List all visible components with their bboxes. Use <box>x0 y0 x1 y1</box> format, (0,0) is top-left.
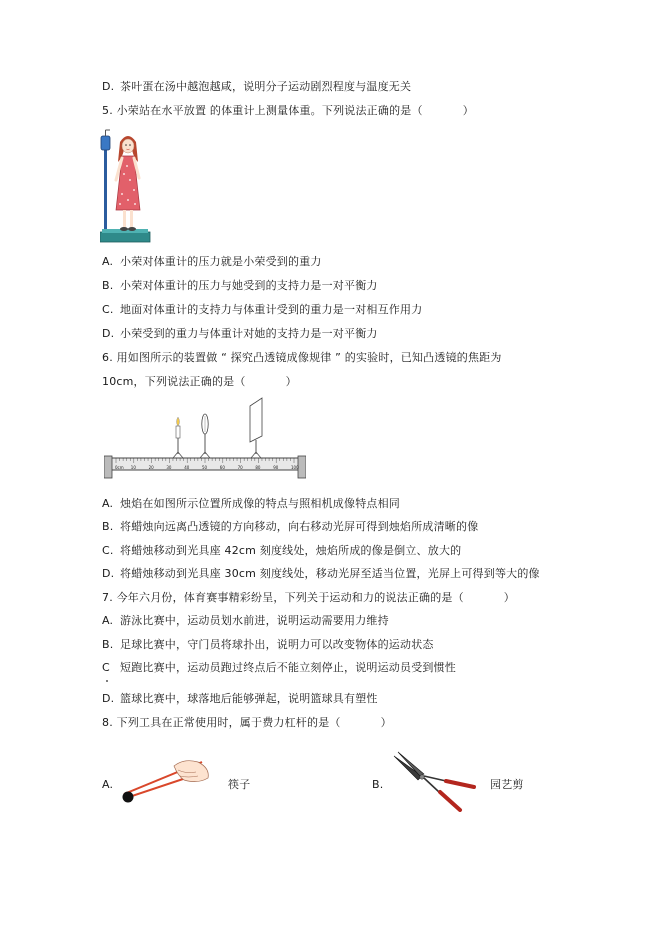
q6-option-a <box>102 497 400 511</box>
q8-stem <box>102 716 392 730</box>
option-letter: D. <box>102 80 115 93</box>
scale-post <box>104 148 107 234</box>
option-letter: B. <box>102 520 114 533</box>
ruler-label: 80 <box>255 465 261 470</box>
q5-option-a <box>102 255 322 269</box>
q7-option-d <box>102 692 378 706</box>
ruler-label: 30 <box>166 465 172 470</box>
stem-text: 10cm，下列说法正确的是（ <box>102 375 246 388</box>
scale-girl-figure <box>100 128 152 246</box>
option-text: 将蜡烛向远离凸透镜的方向移动，向右移动光屏可得到烛焰所成清晰的像 <box>120 520 479 533</box>
candle-flame <box>177 417 180 426</box>
option-letter: A. <box>102 614 114 627</box>
shears-handle-lower <box>440 792 460 810</box>
stem-text: 8. 下列工具在正常使用时，属于费力杠杆的是（ <box>102 716 341 729</box>
shears-blade-upper <box>394 756 422 780</box>
ruler-label: 10 <box>130 465 136 470</box>
q8-option-a-label: 筷子 <box>228 778 251 791</box>
q8-option-a-letter: A. <box>102 778 114 791</box>
girl-face <box>122 139 134 153</box>
option-letter: A. <box>102 497 114 510</box>
option-letter: B. <box>102 638 114 651</box>
stem-paren-close: ） <box>503 591 515 604</box>
ruler-label: 100 <box>291 465 299 470</box>
q6-stem-line2 <box>102 375 297 389</box>
ruler-label: 20 <box>148 465 154 470</box>
option-text: 地面对体重计的支持力与体重计受到的重力是一对相互作用力 <box>120 303 423 316</box>
ruler-label: 40 <box>184 465 190 470</box>
stem-paren-close: ） <box>380 716 392 729</box>
q4-option-d <box>102 80 411 94</box>
optical-bench-figure <box>104 396 306 484</box>
option-letter: D. <box>102 327 115 340</box>
q7-option-a <box>102 614 389 628</box>
option-text: 游泳比赛中，运动员划水前进，说明运动需要用力维持 <box>120 614 389 627</box>
option-text: 短跑比赛中，运动员跑过终点后不能立刻停止，说明运动员受到惯性 <box>120 661 456 674</box>
option-text: 小荣受到的重力与体重计对她的支持力是一对平衡力 <box>120 327 378 340</box>
stem-text: 6. 用如图所示的装置做 “ 探究凸透镜成像规律 ” 的实验时，已知凸透镜的焦距为 <box>102 351 502 364</box>
q5-stem <box>102 104 474 118</box>
ruler-label: 50 <box>202 465 208 470</box>
option-text: 烛焰在如图所示位置所成像的特点与照相机成像特点相同 <box>120 497 400 510</box>
ruler-label-start: 0cm <box>115 465 124 470</box>
option-letter: B. <box>102 279 114 292</box>
garden-shears-figure <box>388 750 480 812</box>
q6-option-c <box>102 544 461 558</box>
q8-option-b-letter: B. <box>372 778 384 791</box>
q6-stem-line1 <box>102 351 502 365</box>
q5-option-b <box>102 279 378 293</box>
q5-option-d <box>102 327 378 341</box>
q5-option-c <box>102 303 422 317</box>
screen-panel <box>250 398 262 442</box>
q6-option-b <box>102 520 478 534</box>
chopsticks-figure <box>118 756 214 806</box>
candle <box>173 417 183 458</box>
option-letter: D. <box>102 692 115 705</box>
ruler-label: 70 <box>237 465 243 470</box>
stem-text: 5. 小荣站在水平放置 的体重计上测量体重。下列说法正确的是（ <box>102 104 423 117</box>
option-letter: A. <box>102 255 114 268</box>
shears-handle-upper <box>446 781 474 787</box>
q7-stem <box>102 591 515 605</box>
option-letter: C. <box>102 303 114 316</box>
scale-dial <box>101 136 110 150</box>
q7-option-c <box>102 661 456 675</box>
option-text: 篮球比赛中，球落地后能够弹起，说明篮球具有塑性 <box>120 692 378 705</box>
option-text: 足球比赛中，守门员将球扑出，说明力可以改变物体的运动状态 <box>120 638 434 651</box>
q6-option-d <box>102 567 540 581</box>
q7-option-b <box>102 638 434 652</box>
ruler-label: 90 <box>273 465 279 470</box>
option-text: 将蜡烛移动到光具座 30cm 刻度线处，移动光屏至适当位置，光屏上可得到等大的像 <box>120 567 540 580</box>
bench-end-left <box>104 456 112 478</box>
light-screen <box>250 398 262 458</box>
candle-body <box>176 426 180 438</box>
option-letter: C. <box>102 544 114 557</box>
q8-option-b-label: 园艺剪 <box>490 778 524 791</box>
held-food <box>123 792 134 803</box>
option-letter: C <box>102 661 110 674</box>
scale-platform <box>100 232 150 242</box>
bench-end-right <box>298 456 306 478</box>
convex-lens <box>200 414 210 458</box>
stray-dot <box>106 680 108 682</box>
option-letter: D. <box>102 567 115 580</box>
stem-paren-close: ） <box>285 375 297 388</box>
option-text: 茶叶蛋在汤中越泡越咸，说明分子运动剧烈程度与温度无关 <box>120 80 412 93</box>
option-text: 小荣对体重计的压力与她受到的支持力是一对平衡力 <box>120 279 378 292</box>
option-text: 将蜡烛移动到光具座 42cm 刻度线处，烛焰所成的像是倒立、放大的 <box>120 544 462 557</box>
ruler-label: 60 <box>219 465 225 470</box>
stem-paren-close: ） <box>462 104 474 117</box>
hand <box>174 761 208 782</box>
stem-text: 7. 今年六月份，体育赛事精彩纷呈，下列关于运动和力的说法正确的是（ <box>102 591 464 604</box>
option-text: 小荣对体重计的压力就是小荣受到的重力 <box>120 255 322 268</box>
